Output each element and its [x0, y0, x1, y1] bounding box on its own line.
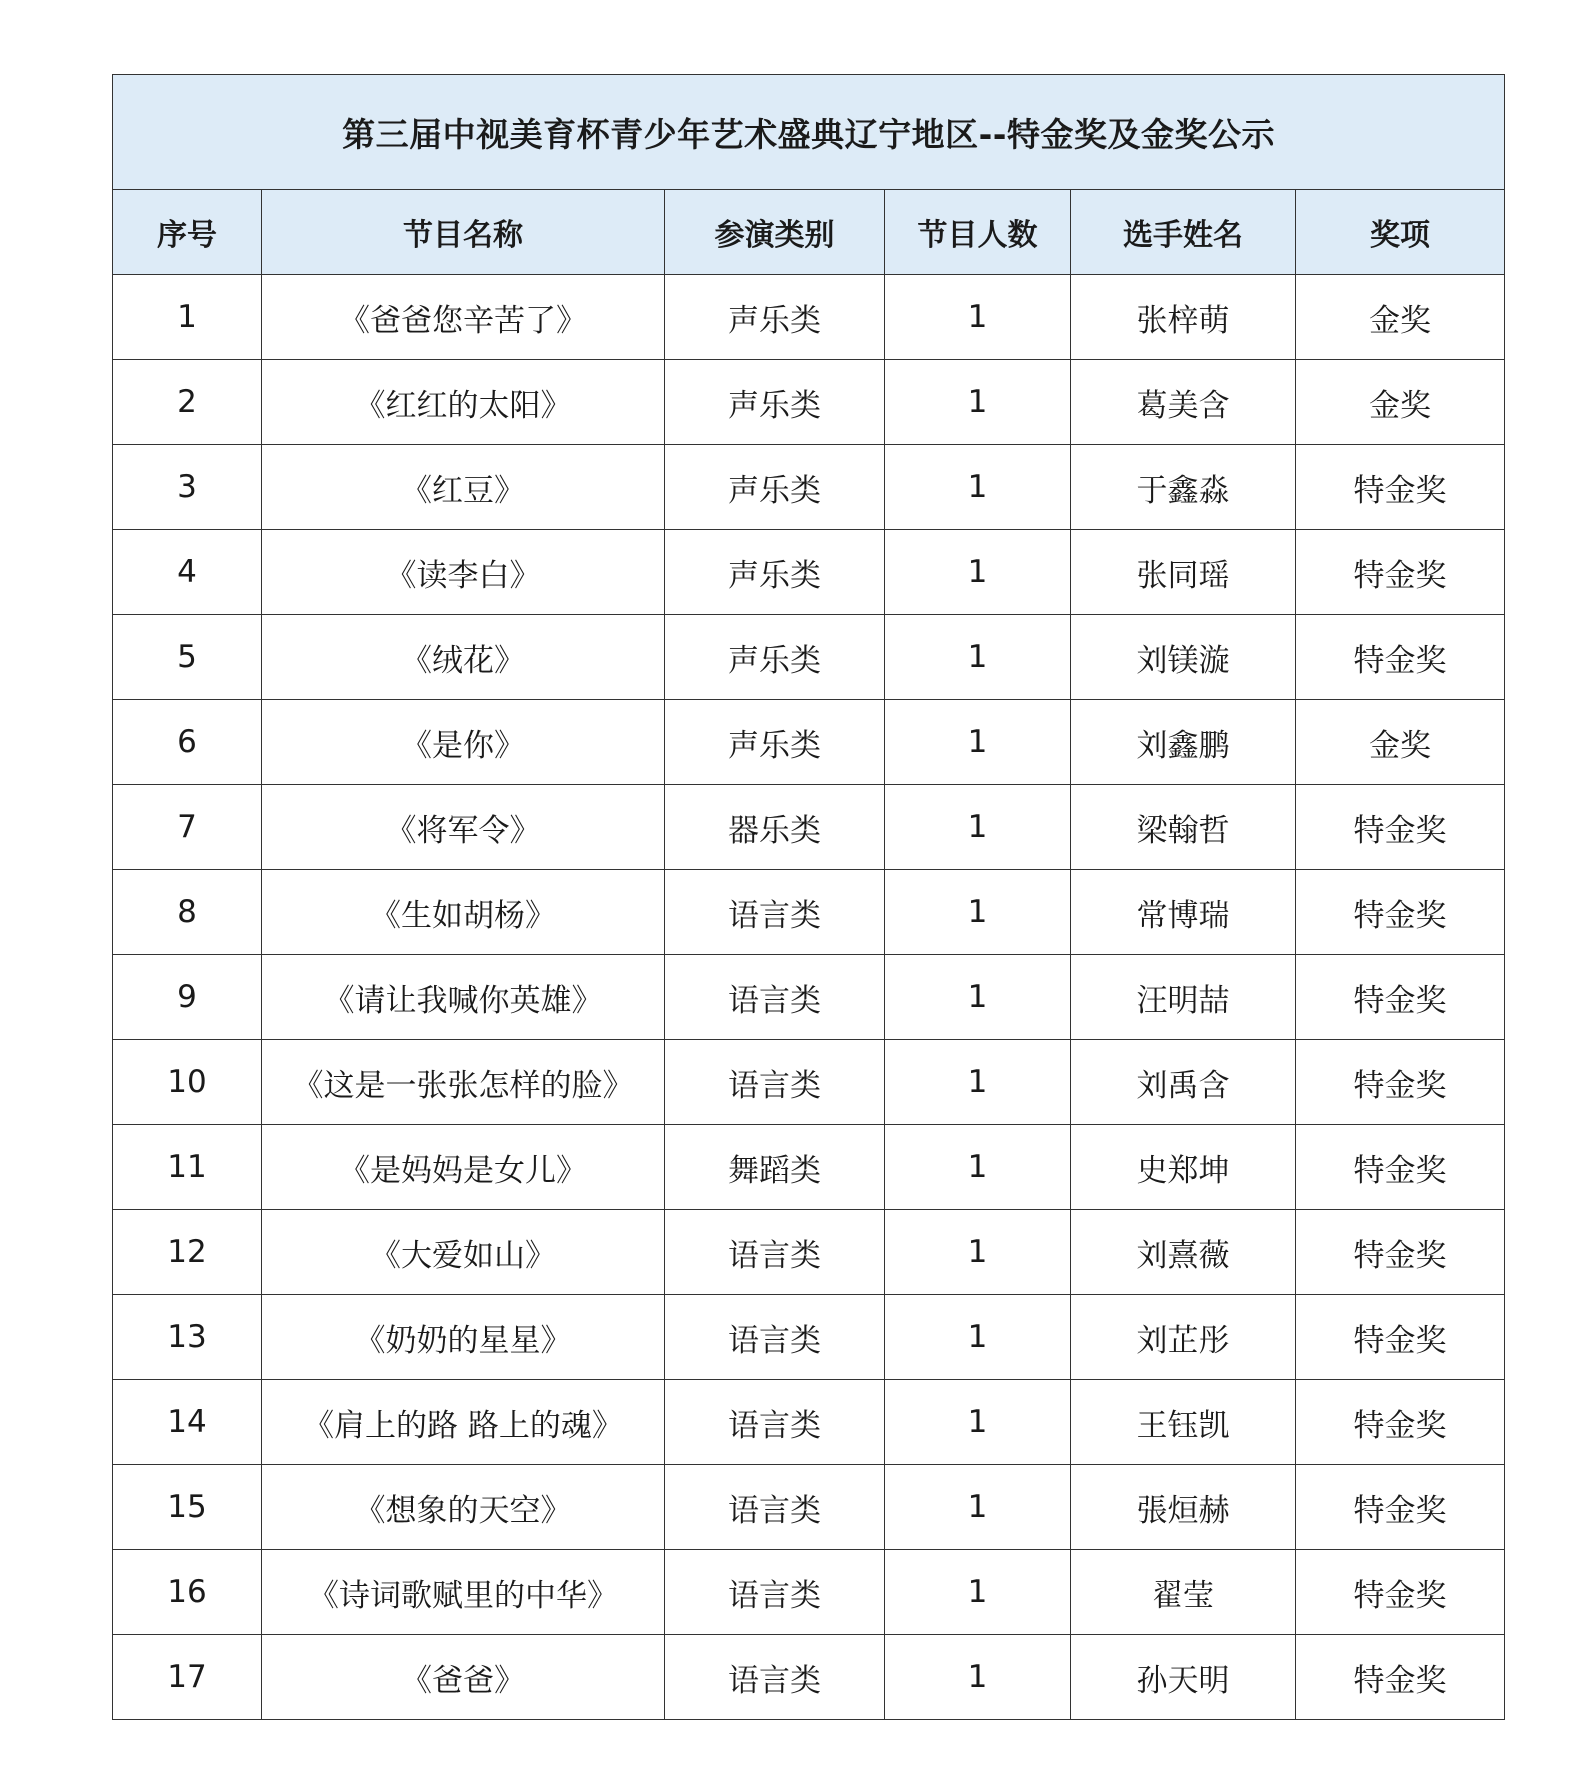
table-row — [113, 1635, 1505, 1720]
cell-category: 声乐类 — [665, 615, 885, 700]
cell-performer-count: 1 — [885, 870, 1071, 955]
table-row — [113, 1550, 1505, 1635]
cell-award: 特金奖 — [1296, 1635, 1505, 1720]
cell-category: 声乐类 — [665, 445, 885, 530]
cell-player-name: 刘鑫鹏 — [1071, 700, 1296, 785]
cell-category: 语言类 — [665, 1210, 885, 1295]
award-table — [112, 74, 1505, 1720]
cell-category: 语言类 — [665, 955, 885, 1040]
column-header-row — [113, 190, 1505, 275]
table-row — [113, 1465, 1505, 1550]
cell-index: 13 — [113, 1295, 262, 1380]
cell-index: 3 — [113, 445, 262, 530]
table-row — [113, 615, 1505, 700]
table-body — [113, 275, 1505, 1720]
cell-program-name: 《红豆》 — [262, 445, 665, 530]
table-row — [113, 1125, 1505, 1210]
award-announcement-sheet — [112, 74, 1504, 1720]
cell-index: 7 — [113, 785, 262, 870]
cell-player-name: 王钰凯 — [1071, 1380, 1296, 1465]
cell-program-name: 《诗词歌赋里的中华》 — [262, 1550, 665, 1635]
table-row — [113, 445, 1505, 530]
cell-index: 2 — [113, 360, 262, 445]
cell-program-name: 《红红的太阳》 — [262, 360, 665, 445]
cell-player-name: 葛美含 — [1071, 360, 1296, 445]
column-header-category: 参演类别 — [665, 190, 885, 275]
cell-award: 金奖 — [1296, 275, 1505, 360]
table-title: 第三届中视美育杯青少年艺术盛典辽宁地区--特金奖及金奖公示 — [113, 75, 1505, 190]
cell-program-name: 《读李白》 — [262, 530, 665, 615]
table-row — [113, 1380, 1505, 1465]
cell-award: 特金奖 — [1296, 530, 1505, 615]
cell-performer-count: 1 — [885, 955, 1071, 1040]
cell-performer-count: 1 — [885, 530, 1071, 615]
cell-index: 17 — [113, 1635, 262, 1720]
cell-award: 特金奖 — [1296, 1465, 1505, 1550]
table-row — [113, 1295, 1505, 1380]
cell-program-name: 《生如胡杨》 — [262, 870, 665, 955]
cell-player-name: 翟莹 — [1071, 1550, 1296, 1635]
cell-player-name: 汪明喆 — [1071, 955, 1296, 1040]
cell-category: 声乐类 — [665, 360, 885, 445]
cell-index: 9 — [113, 955, 262, 1040]
cell-index: 11 — [113, 1125, 262, 1210]
cell-player-name: 史郑坤 — [1071, 1125, 1296, 1210]
cell-performer-count: 1 — [885, 1465, 1071, 1550]
cell-award: 特金奖 — [1296, 1550, 1505, 1635]
cell-player-name: 梁翰哲 — [1071, 785, 1296, 870]
cell-category: 声乐类 — [665, 530, 885, 615]
cell-program-name: 《是你》 — [262, 700, 665, 785]
cell-index: 6 — [113, 700, 262, 785]
cell-program-name: 《想象的天空》 — [262, 1465, 665, 1550]
cell-index: 1 — [113, 275, 262, 360]
cell-program-name: 《这是一张张怎样的脸》 — [262, 1040, 665, 1125]
cell-award: 特金奖 — [1296, 1125, 1505, 1210]
cell-index: 12 — [113, 1210, 262, 1295]
column-header-award: 奖项 — [1296, 190, 1505, 275]
cell-player-name: 刘禹含 — [1071, 1040, 1296, 1125]
cell-program-name: 《请让我喊你英雄》 — [262, 955, 665, 1040]
cell-category: 语言类 — [665, 870, 885, 955]
cell-performer-count: 1 — [885, 445, 1071, 530]
cell-player-name: 刘熹薇 — [1071, 1210, 1296, 1295]
cell-category: 语言类 — [665, 1550, 885, 1635]
column-header-player-name: 选手姓名 — [1071, 190, 1296, 275]
cell-player-name: 張烜赫 — [1071, 1465, 1296, 1550]
cell-program-name: 《将军令》 — [262, 785, 665, 870]
cell-performer-count: 1 — [885, 1295, 1071, 1380]
cell-player-name: 于鑫淼 — [1071, 445, 1296, 530]
cell-index: 10 — [113, 1040, 262, 1125]
table-row — [113, 275, 1505, 360]
cell-category: 语言类 — [665, 1380, 885, 1465]
cell-performer-count: 1 — [885, 1635, 1071, 1720]
cell-player-name: 张同瑶 — [1071, 530, 1296, 615]
column-header-index: 序号 — [113, 190, 262, 275]
cell-index: 5 — [113, 615, 262, 700]
cell-award: 特金奖 — [1296, 785, 1505, 870]
cell-program-name: 《是妈妈是女儿》 — [262, 1125, 665, 1210]
cell-index: 8 — [113, 870, 262, 955]
cell-category: 舞蹈类 — [665, 1125, 885, 1210]
table-row — [113, 360, 1505, 445]
cell-program-name: 《奶奶的星星》 — [262, 1295, 665, 1380]
cell-category: 声乐类 — [665, 275, 885, 360]
column-header-program-name: 节目名称 — [262, 190, 665, 275]
cell-performer-count: 1 — [885, 785, 1071, 870]
cell-performer-count: 1 — [885, 1040, 1071, 1125]
table-row — [113, 700, 1505, 785]
cell-award: 特金奖 — [1296, 1380, 1505, 1465]
cell-category: 声乐类 — [665, 700, 885, 785]
cell-performer-count: 1 — [885, 1380, 1071, 1465]
cell-award: 特金奖 — [1296, 1210, 1505, 1295]
cell-category: 语言类 — [665, 1465, 885, 1550]
cell-category: 语言类 — [665, 1635, 885, 1720]
cell-performer-count: 1 — [885, 700, 1071, 785]
cell-performer-count: 1 — [885, 1210, 1071, 1295]
cell-award: 特金奖 — [1296, 870, 1505, 955]
cell-player-name: 常博瑞 — [1071, 870, 1296, 955]
cell-program-name: 《绒花》 — [262, 615, 665, 700]
cell-award: 金奖 — [1296, 700, 1505, 785]
cell-player-name: 刘镁漩 — [1071, 615, 1296, 700]
table-row — [113, 785, 1505, 870]
cell-program-name: 《爸爸》 — [262, 1635, 665, 1720]
cell-program-name: 《肩上的路 路上的魂》 — [262, 1380, 665, 1465]
cell-program-name: 《爸爸您辛苦了》 — [262, 275, 665, 360]
cell-index: 4 — [113, 530, 262, 615]
cell-player-name: 张梓萌 — [1071, 275, 1296, 360]
cell-performer-count: 1 — [885, 1550, 1071, 1635]
cell-player-name: 孙天明 — [1071, 1635, 1296, 1720]
cell-award: 特金奖 — [1296, 1295, 1505, 1380]
table-row — [113, 955, 1505, 1040]
table-row — [113, 870, 1505, 955]
cell-category: 语言类 — [665, 1040, 885, 1125]
column-header-performer-count: 节目人数 — [885, 190, 1071, 275]
cell-player-name: 刘芷彤 — [1071, 1295, 1296, 1380]
cell-award: 特金奖 — [1296, 1040, 1505, 1125]
cell-index: 16 — [113, 1550, 262, 1635]
cell-program-name: 《大爱如山》 — [262, 1210, 665, 1295]
table-row — [113, 530, 1505, 615]
cell-award: 特金奖 — [1296, 615, 1505, 700]
cell-award: 特金奖 — [1296, 445, 1505, 530]
cell-index: 14 — [113, 1380, 262, 1465]
cell-performer-count: 1 — [885, 1125, 1071, 1210]
table-row — [113, 1040, 1505, 1125]
cell-performer-count: 1 — [885, 360, 1071, 445]
cell-category: 器乐类 — [665, 785, 885, 870]
cell-category: 语言类 — [665, 1295, 885, 1380]
table-row — [113, 1210, 1505, 1295]
cell-index: 15 — [113, 1465, 262, 1550]
cell-performer-count: 1 — [885, 615, 1071, 700]
cell-award: 金奖 — [1296, 360, 1505, 445]
cell-award: 特金奖 — [1296, 955, 1505, 1040]
cell-performer-count: 1 — [885, 275, 1071, 360]
